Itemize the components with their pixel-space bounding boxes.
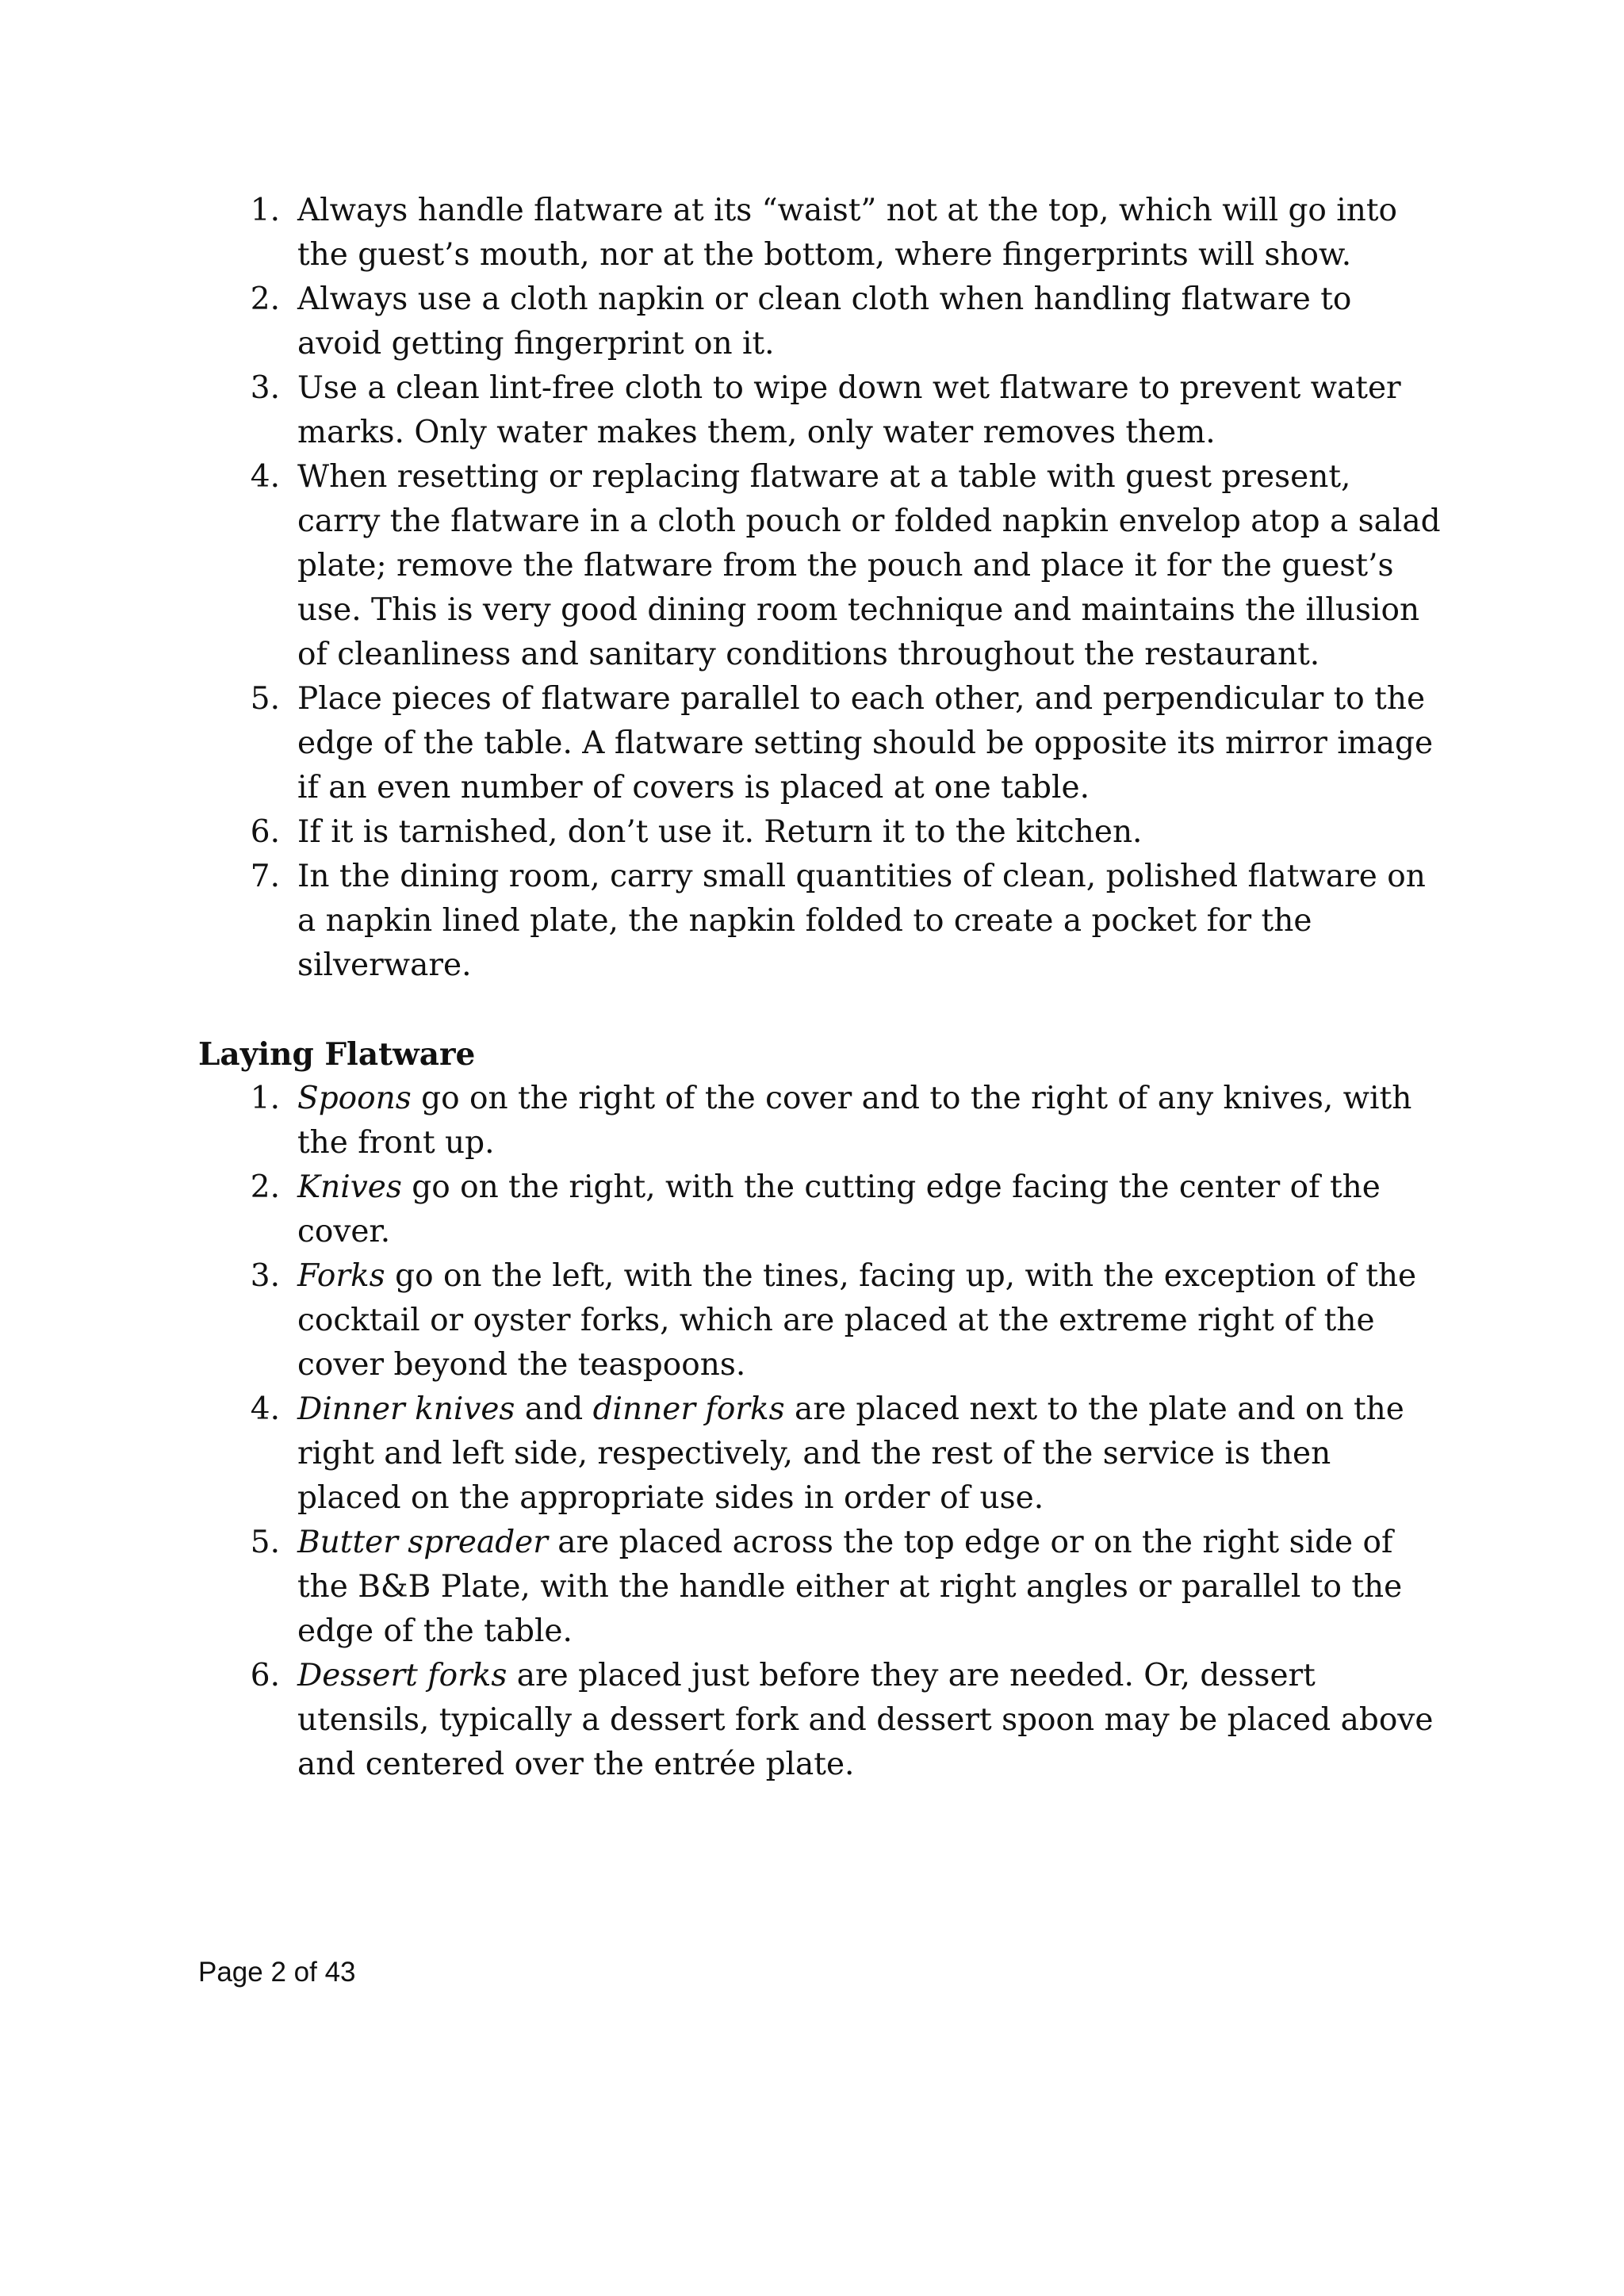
list-text <box>297 1654 1443 1787</box>
list-number: 2. <box>250 1169 280 1205</box>
list-item <box>198 855 1443 988</box>
item-connector: and <box>515 1391 593 1427</box>
item-description: are placed across the top edge or on the right side of the B&B Plate, with the handle either at right angles or parallel to the edge of the table. <box>297 1525 1403 1649</box>
list-item <box>198 366 1443 455</box>
list-text <box>297 1387 1443 1521</box>
list-number: 2. <box>250 281 280 317</box>
list-item <box>198 1254 1443 1387</box>
list-text: Place pieces of flatware parallel to each other, and perpendicular to the edge of the table. A flatware setting should be opposite its mirror image if an even number of covers is placed at one table. <box>297 681 1434 806</box>
item-term: Dinner knives <box>297 1391 515 1427</box>
list-number: 5. <box>250 1525 280 1560</box>
list-number: 3. <box>250 370 280 406</box>
handling-list <box>198 189 1443 988</box>
list-text: Always handle flatware at its “waist” not at the top, which will go into the guest’s mouth, nor at the bottom, where fingerprints will show. <box>297 193 1398 273</box>
list-item <box>198 1387 1443 1521</box>
list-number: 5. <box>250 681 280 717</box>
list-number: 3. <box>250 1258 280 1294</box>
list-number: 6. <box>250 814 280 850</box>
list-item <box>198 189 1443 277</box>
item-term: Forks <box>297 1258 385 1294</box>
list-number: 7. <box>250 859 280 894</box>
list-number: 4. <box>250 1391 280 1427</box>
item-description: go on the right of the cover and to the right of any knives, with the front up. <box>297 1081 1412 1161</box>
list-item <box>198 1165 1443 1254</box>
list-item <box>198 455 1443 677</box>
laying-list <box>198 1077 1443 1787</box>
page-content <box>198 189 1443 1787</box>
list-text: When resetting or replacing flatware at a table with guest present, carry the flatware in a cloth pouch or folded napkin envelop atop a salad plate; remove the flatware from the pouch and place it for the guest’s use. This is very good dining room technique and maintains the illusion of cleanliness and sanitary conditions throughout the restaurant. <box>297 459 1441 672</box>
item-description: go on the right, with the cutting edge facing the center of the cover. <box>297 1169 1381 1249</box>
list-text <box>297 1165 1443 1254</box>
item-term: Butter spreader <box>297 1525 548 1560</box>
list-item <box>198 1077 1443 1165</box>
list-item <box>198 1654 1443 1787</box>
list-number: 1. <box>250 193 280 228</box>
item-term: Dessert forks <box>297 1658 508 1693</box>
item-description: are placed next to the plate and on the right and left side, respectively, and the rest of the service is then placed on the appropriate sides in order of use. <box>297 1391 1404 1516</box>
list-text: Use a clean lint-free cloth to wipe down wet flatware to prevent water marks. Only water makes them, only water removes them. <box>297 370 1401 450</box>
list-text <box>297 1254 1443 1387</box>
page-number-footer: Page 2 of 43 <box>198 1957 356 1988</box>
section-heading: Laying Flatware <box>198 1036 476 1073</box>
list-text <box>297 1521 1443 1654</box>
item-term: Knives <box>297 1169 402 1205</box>
list-item <box>198 810 1443 855</box>
list-text <box>297 1077 1443 1165</box>
item-term: Spoons <box>297 1081 412 1116</box>
list-number: 1. <box>250 1081 280 1116</box>
list-item <box>198 677 1443 810</box>
item-description: go on the left, with the tines, facing up, with the exception of the cocktail or oyster forks, which are placed at the extreme right of the cover beyond the teaspoons. <box>297 1258 1417 1383</box>
list-text: Always use a cloth napkin or clean cloth when handling flatware to avoid getting fingerprint on it. <box>297 281 1352 362</box>
list-text: In the dining room, carry small quantities of clean, polished flatware on a napkin lined plate, the napkin folded to create a pocket for the silverware. <box>297 859 1426 983</box>
item-term-2: dinner forks <box>592 1391 785 1427</box>
list-item <box>198 277 1443 366</box>
list-number: 4. <box>250 459 280 495</box>
list-number: 6. <box>250 1658 280 1693</box>
list-text: If it is tarnished, don’t use it. Return it to the kitchen. <box>297 814 1143 850</box>
item-description: are placed just before they are needed. Or, dessert utensils, typically a dessert fork and dessert spoon may be placed above and centered over the entrée plate. <box>297 1658 1434 1782</box>
list-item <box>198 1521 1443 1654</box>
